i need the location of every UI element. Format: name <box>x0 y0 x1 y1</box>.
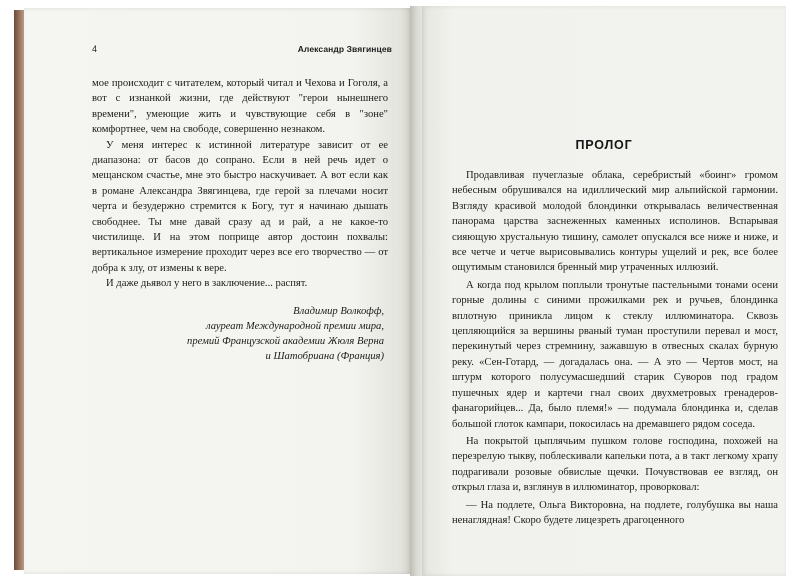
page-number: 4 <box>92 44 98 54</box>
signature-name: Владимир Волкофф, <box>293 305 384 317</box>
paragraph: мое происходит с читателем, который читал и Чехова и Гоголя, а вот с изнанкой жизни, где действуют "герои нынешнего времени", умеющие жить и чувствующие себя в "зоне" комфортнее, чем на свободе, совершенно незнаком. <box>92 78 388 136</box>
signature-line: лауреат Международной премии мира, <box>205 320 384 332</box>
paragraph: И даже дьявол у него в заключение... распят. <box>106 278 308 290</box>
paragraph: На покрытой цыплячьим пушком голове господина, похожей на перезрелую тыкву, поблескивали капельки пота, а в такт легкому храпу подрагивали розовые обвислые щечки. Почувствовав ее взгляд, он открыл глаза и, взглянув в иллюминатор, проворковал: <box>452 435 778 494</box>
left-page-text <box>92 76 388 365</box>
paragraph: У меня интерес к истинной литературе зависит от ее диапазона: от басов до сопрано. Если в ней речь идет о мещанском счастье, мне это быстро наскучивает. А вот если как в романе Александра Звягинцева, где герой за плечами носит черта и безудержно стремится к Богу, тут я начинаю дышать свободнее. Ты мне давай сразу ад и рай, а не какое-то чистилище. И на этом поприще автор достоин похвалы: вертикальное измерение проходит через все его творчество — от добра к злу, от измены к вере. <box>92 139 388 274</box>
right-page-text <box>452 168 778 530</box>
book-edge <box>14 10 24 570</box>
signature-block <box>92 304 388 365</box>
paragraph: — На подлете, Ольга Викторовна, на подлете, голубушка вы наша ненаглядная! Скоро будете лицезреть драгоценного <box>452 499 778 526</box>
paragraph: Продавливая пучеглазые облака, серебристый «боинг» громом небесным обрушивался на идиллический мир альпийской гармонии. Взгляду красивой молодой блондинки открывалась величественная панорама царства заснеженных каменных исполинов. Вспарывая сияющую хрустальную тишину, самолет опускался все ниже и ниже, и все четче и четче вырисовывались контуры ущелий и рек, все более ощутимым становился бренный мир утраченных иллюзий. <box>452 170 778 274</box>
paragraph: А когда под крылом поплыли тронутые пастельными тонами осени горные долины с синими прожилками рек и ручьев, блондинка вплотную приникла лицом к стеклу иллюминатора. Сквозь цепляющийся за вершины рваный туман проступили перевал и мост, перекинутый через стремнину, зажавшую в отвесных скалах бурную реку. «Сен-Готард, — догадалась она. — А это — Чертов мост, на штурм которого полусумасшедший старик Суворов под градом пушечных ядер и картечи гнал своих двухметровых гренадеров-фанагорийцев... Да, было племя!» — подумала блондинка и, сделав большой глоток кампари, покосилась на дремавшего рядом соседа. <box>452 279 778 430</box>
chapter-title: ПРОЛОГ <box>575 138 633 152</box>
running-head-author: Александр Звягинцев <box>297 44 392 54</box>
signature-line: премий Французской академии Жюля Верна <box>187 336 384 348</box>
signature-line: и Шатобриана (Франция) <box>265 351 384 363</box>
running-head <box>92 44 392 58</box>
